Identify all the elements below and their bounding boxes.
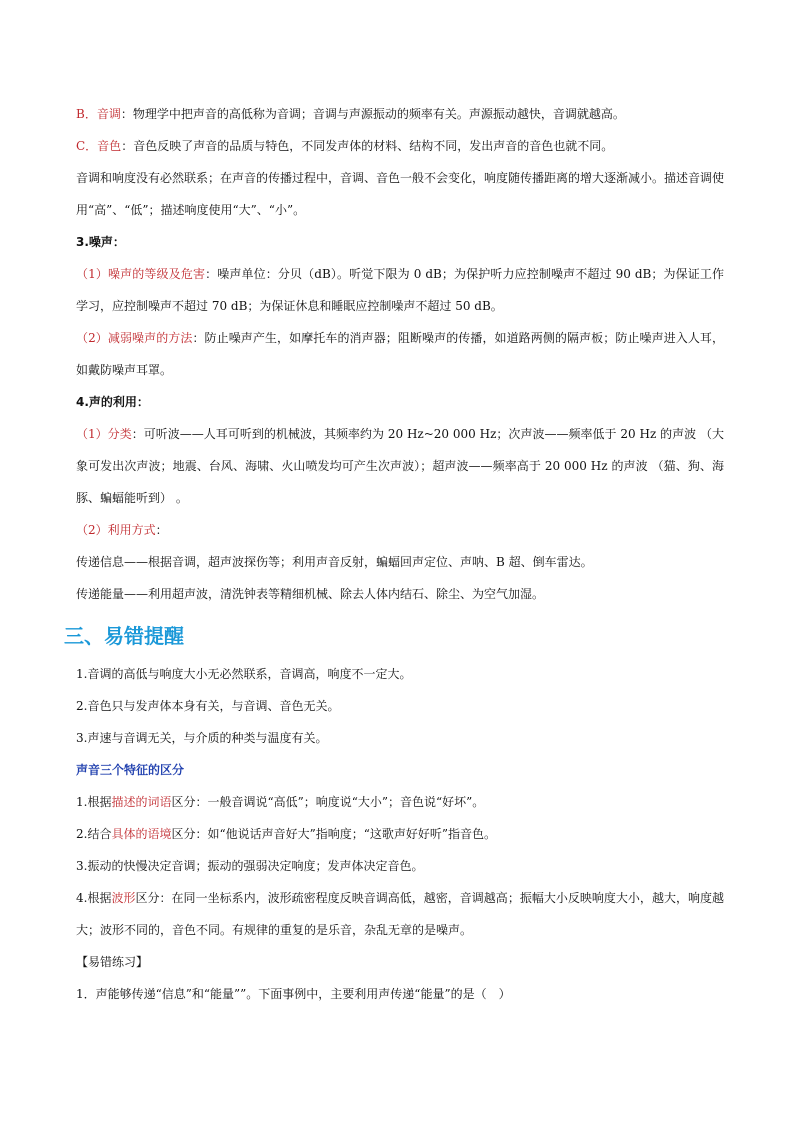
distinguish-2-text: 区分：如“他说话声音好大”指响度；“这歌声好好听”指音色。 [171, 827, 497, 841]
document-page [64, 98, 725, 1010]
noise-reduce-label: （2）减弱噪声的方法 [76, 331, 193, 345]
noise-reduce-text: ：防止噪声产生，如摩托车的消声器；阻断噪声的传播，如道路两侧的隔声板；防止噪声进入人耳，如戴防噪声耳罩。 [76, 331, 724, 377]
distinguish-2-prefix: 2.结合 [76, 827, 112, 841]
use-method-paragraph [76, 514, 724, 546]
distinguish-4-text: 区分：在同一坐标系内，波形疏密程度反映音调高低，越密，音调越高；振幅大小反映响度大小，越大，响度越大；波形不同的，音色不同。有规律的重复的是乐音，杂乱无章的是噪声。 [76, 891, 724, 937]
section-title: 三、易错提醒 [64, 624, 184, 648]
timbre-paragraph [76, 130, 724, 162]
tip-3: 3.声速与音调无关，与介质的种类与温度有关。 [76, 731, 328, 745]
distinguish-1 [76, 786, 724, 818]
distinguish-4 [76, 882, 724, 946]
distinguish-heading: 声音三个特征的区分 [76, 763, 185, 777]
distinguish-2 [76, 818, 724, 850]
distinguish-4-keyword: 波形 [111, 891, 136, 905]
practice-heading: 【易错练习】 [76, 955, 149, 969]
use-method-label: （2）利用方式 [76, 523, 156, 537]
tip-1: 1.音调的高低与响度大小无必然联系，音调高，响度不一定大。 [76, 667, 412, 681]
noise-level-text: ：噪声单位：分贝（dB）。听觉下限为 0 dB；为保护听力应控制噪声不超过 90 dB；为保证工作学习，应控制噪声不超过 70 dB；为保证休息和睡眠应控制噪声不超过 50 dB。 [76, 267, 724, 313]
timbre-text: ：音色反映了声音的品质与特色，不同发声体的材料、结构不同，发出声音的音色也就不同。 [121, 139, 614, 153]
sound-use-heading: 4.声的利用： [76, 395, 149, 409]
tip-2: 2.音色只与发声体本身有关，与音调、音色无关。 [76, 699, 340, 713]
noise-level-label: （1）噪声的等级及危害 [76, 267, 206, 281]
relation-paragraph: 音调和响度没有必然联系；在声音的传播过程中，音调、音色一般不会变化，响度随传播距离的增大逐渐减小。描述音调使用“高”、“低”；描述响度使用“大”、“小”。 [76, 171, 725, 217]
noise-heading: 3.噪声： [76, 235, 125, 249]
use-info-paragraph: 传递信息——根据音调，超声波探伤等；利用声音反射，蝙蝠回声定位、声呐、B 超、倒车雷达。 [76, 555, 593, 569]
question-1: 1．声能够传递“信息”和“能量””。下面事例中，主要利用声传递“能量”的是（ ） [76, 987, 511, 1001]
distinguish-1-prefix: 1.根据 [76, 795, 112, 809]
pitch-text: ：物理学中把声音的高低称为音调；音调与声源振动的频率有关。声源振动越快，音调就越高。 [120, 107, 625, 121]
noise-reduce-paragraph [76, 322, 724, 386]
distinguish-3: 3.振动的快慢决定音调；振动的强弱决定响度；发声体决定音色。 [76, 859, 424, 873]
use-energy-paragraph: 传递能量——利用超声波，清洗钟表等精细机械、除去人体内结石、除尘、为空气加湿。 [76, 587, 545, 601]
classification-label: （1）分类 [76, 427, 132, 441]
use-method-colon: ： [155, 523, 168, 537]
distinguish-1-keyword: 描述的词语 [111, 795, 172, 809]
classification-text: ：可听波——人耳可听到的机械波，其频率约为 20 Hz~20 000 Hz；次声波——频率低于 20 Hz 的声波 （大象可发出次声波；地震、台风、海啸、火山喷发均可产生次声波）；超声波——频率高于 20 000 Hz 的声波 （猫、狗、海豚、蝙蝠能听到） 。 [76, 427, 724, 505]
pitch-label: B．音调 [76, 107, 121, 121]
classification-paragraph [76, 418, 724, 514]
noise-level-paragraph [76, 258, 724, 322]
distinguish-1-text: 区分：一般音调说“高低”；响度说“大小”；音色说“好坏”。 [171, 795, 485, 809]
timbre-label: C．音色 [76, 139, 122, 153]
distinguish-4-prefix: 4.根据 [76, 891, 112, 905]
distinguish-2-keyword: 具体的语境 [111, 827, 172, 841]
pitch-paragraph [76, 98, 724, 130]
